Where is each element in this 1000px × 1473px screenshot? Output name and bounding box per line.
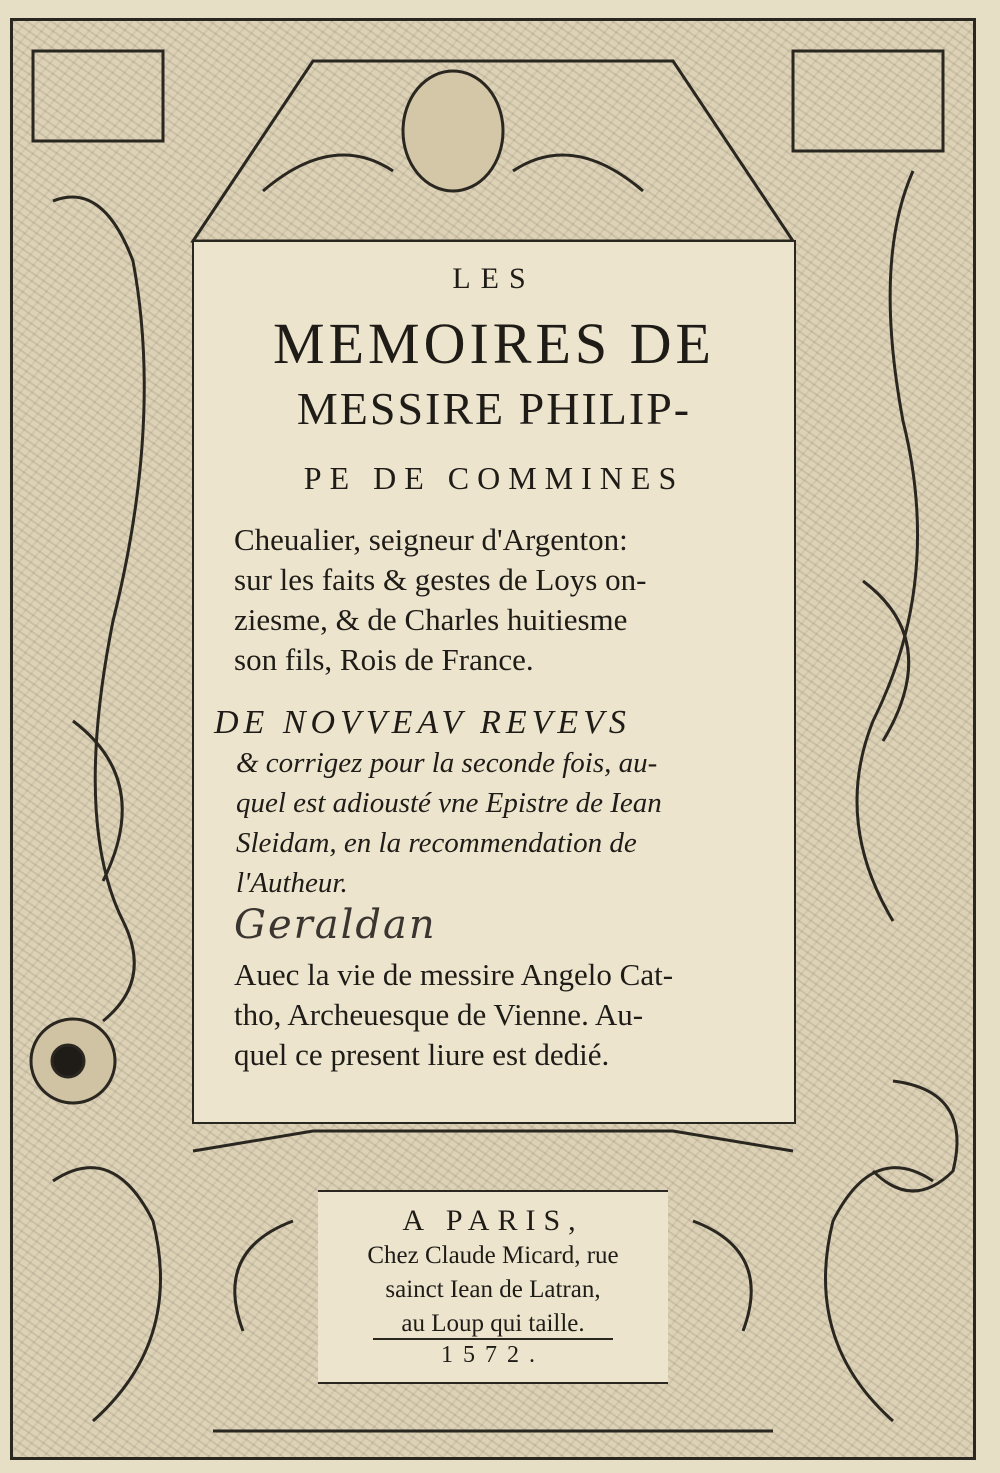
title-line-commines: PE DE COMMINES xyxy=(303,460,685,496)
imprint-year: 1572. xyxy=(441,1342,545,1368)
imprint-sign: au Loup qui taille. xyxy=(401,1310,585,1337)
body-line: Cheualier, seigneur d'Argenton: xyxy=(234,522,628,557)
imprint-printer: Chez Claude Micard, rue xyxy=(367,1242,619,1269)
imprint-rule xyxy=(373,1338,613,1340)
revision-line: quel est adiousté vne Epistre de Iean xyxy=(236,787,662,819)
body-line: sur les faits & gestes de Loys on- xyxy=(234,562,647,597)
imprint-panel xyxy=(318,1190,668,1384)
revision-line: l'Autheur. xyxy=(236,867,348,899)
title-line-memoires: MEMOIRES DE xyxy=(273,311,715,376)
revision-heading: DE NOVVEAV REVEVS xyxy=(214,704,631,741)
imprint-street: sainct Iean de Latran, xyxy=(385,1276,601,1303)
imprint-city: A PARIS, xyxy=(402,1204,584,1237)
handwritten-signature: Geraldan xyxy=(234,902,437,948)
body-line: son fils, Rois de France. xyxy=(234,642,534,677)
revision-line: Sleidam, en la recommendation de xyxy=(236,827,637,859)
title-line-les: LES xyxy=(452,262,536,295)
vie-line: Auec la vie de messire Angelo Cat- xyxy=(234,957,674,992)
title-line-messire: MESSIRE PHILIP- xyxy=(296,383,692,434)
title-text-panel xyxy=(192,240,796,1124)
vie-line: quel ce present liure est dedié. xyxy=(234,1037,610,1072)
revision-line: & corrigez pour la seconde fois, au- xyxy=(236,747,658,779)
vie-line: tho, Archeuesque de Vienne. Au- xyxy=(234,997,644,1032)
body-line: ziesme, & de Charles huitiesme xyxy=(234,602,628,637)
